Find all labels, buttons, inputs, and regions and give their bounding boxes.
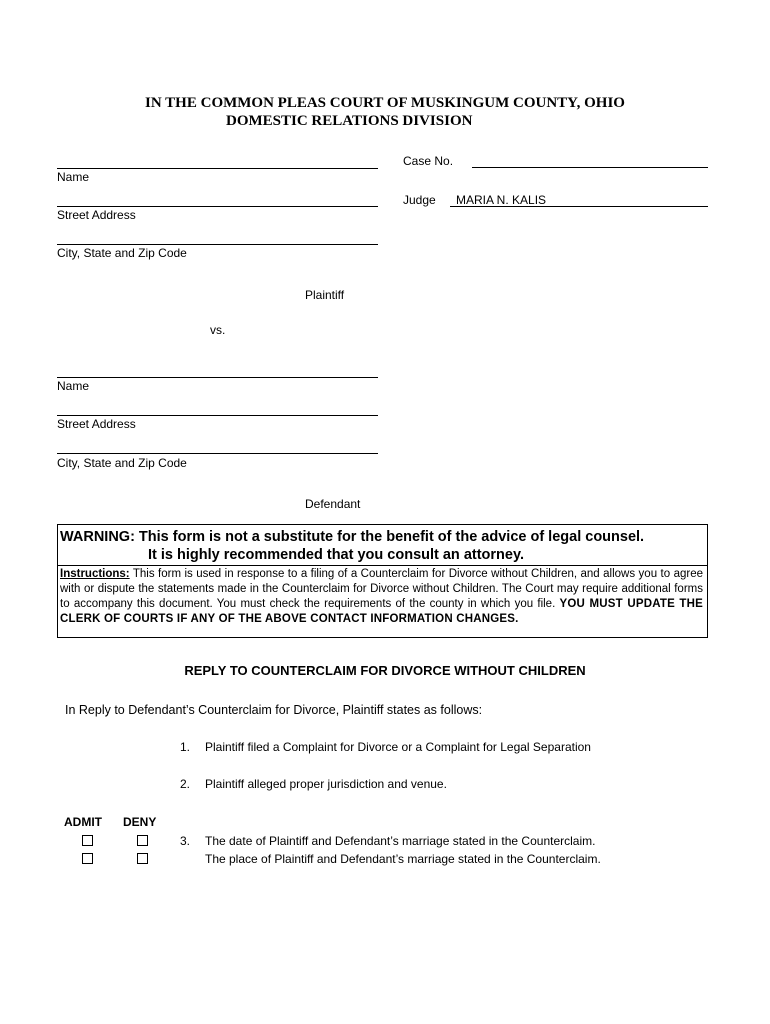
warning-title: WARNING: This form is not a substitute for the benefit of the advice of legal counsel.	[60, 529, 645, 545]
case-no-label: Case No.	[403, 154, 454, 168]
defendant-city-field[interactable]	[57, 453, 378, 454]
defendant-city-label: City, State and Zip Code	[57, 456, 187, 470]
court-title-line2: DOMESTIC RELATIONS DIVISION	[226, 113, 473, 129]
plaintiff-city-label: City, State and Zip Code	[57, 246, 187, 260]
item-2-text: Plaintiff alleged proper jurisdiction and venue.	[205, 777, 447, 791]
judge-value: MARIA N. KALIS	[456, 193, 547, 207]
item-3-number: 3.	[180, 834, 191, 848]
deny-checkbox-3a[interactable]	[137, 835, 148, 846]
instructions-heading: Instructions:	[60, 568, 130, 580]
defendant-name-label: Name	[57, 379, 90, 393]
judge-label: Judge	[403, 193, 436, 207]
defendant-party-label: Defendant	[305, 497, 361, 511]
item-3-text-line2: The place of Plaintiff and Defendant’s marriage stated in the Counterclaim.	[205, 852, 601, 866]
plaintiff-city-field[interactable]	[57, 244, 378, 245]
court-title-line1: IN THE COMMON PLEAS COURT OF MUSKINGUM COUNTY, OHIO	[145, 95, 625, 111]
plaintiff-party-label: Plaintiff	[305, 288, 345, 302]
defendant-name-field[interactable]	[57, 377, 378, 378]
warning-box	[57, 524, 708, 638]
admit-checkbox-3b[interactable]	[82, 853, 93, 864]
defendant-street-label: Street Address	[57, 417, 136, 431]
instructions-bold: YOU MUST UPDATE THE CLERK OF COURTS IF ANY OF THE ABOVE CONTACT INFORMATION CHANGES.	[60, 598, 704, 625]
reply-title: REPLY TO COUNTERCLAIM FOR DIVORCE WITHOUT CHILDREN	[184, 663, 586, 678]
admit-header: ADMIT	[64, 815, 102, 829]
admit-checkbox-3a[interactable]	[82, 835, 93, 846]
reply-intro: In Reply to Defendant’s Counterclaim for Divorce, Plaintiff states as follows:	[65, 703, 483, 717]
warning-divider	[58, 565, 707, 566]
instructions-text	[60, 567, 703, 627]
instructions-body: This form is used in response to a filing of a Counterclaim for Divorce without Children, and allows you to agree with or dispute the statements made in the Counterclaim for Divorce without Children. The Court may require additional forms to accompany this document. You must check the requirements of the county in which you file.	[60, 568, 703, 610]
deny-checkbox-3b[interactable]	[137, 853, 148, 864]
item-1-number: 1.	[180, 740, 191, 754]
case-no-field[interactable]	[472, 167, 708, 168]
item-1-text: Plaintiff filed a Complaint for Divorce or a Complaint for Legal Separation	[205, 740, 591, 754]
item-2-number: 2.	[180, 777, 191, 791]
vs-label: vs.	[210, 323, 226, 337]
plaintiff-name-field[interactable]	[57, 168, 378, 169]
item-3-text: The date of Plaintiff and Defendant’s marriage stated in the Counterclaim.	[205, 834, 596, 848]
plaintiff-street-label: Street Address	[57, 208, 136, 222]
warning-subtitle: It is highly recommended that you consult an attorney.	[148, 547, 524, 563]
plaintiff-name-label: Name	[57, 170, 90, 184]
plaintiff-street-field[interactable]	[57, 206, 378, 207]
defendant-street-field[interactable]	[57, 415, 378, 416]
deny-header: DENY	[123, 815, 157, 829]
